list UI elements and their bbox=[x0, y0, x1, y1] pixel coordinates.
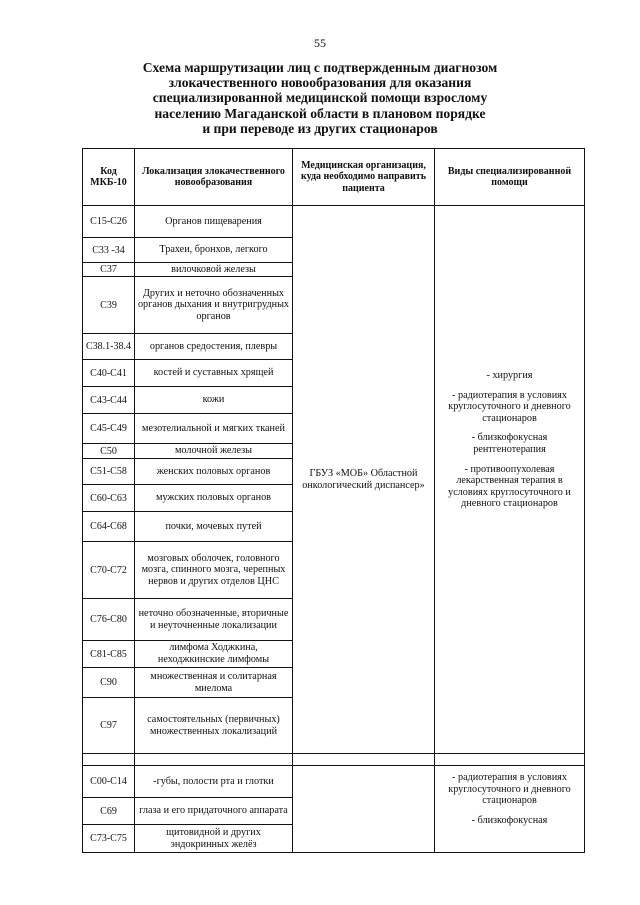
header-code: Код МКБ-10 bbox=[83, 149, 135, 206]
localization-cell: органов средостения, плевры bbox=[135, 334, 293, 360]
localization-cell: почки, мочевых путей bbox=[135, 512, 293, 542]
care-item: - противоопухолевая лекарственная терапия в условиях круглосуточного и дневного стационаров bbox=[448, 463, 571, 510]
table-header-row bbox=[83, 149, 585, 206]
icd-code-cell: С76-С80 bbox=[83, 599, 135, 641]
icd-code-cell: С70-С72 bbox=[83, 542, 135, 599]
localization-cell: женских половых органов bbox=[135, 459, 293, 485]
localization-cell: мужских половых органов bbox=[135, 485, 293, 512]
header-organization: Медицинская организация, куда необходимо направить пациента bbox=[293, 149, 435, 206]
localization-cell: мозговых оболочек, головного мозга, спинного мозга, черепных нервов и других отделов ЦНС bbox=[135, 542, 293, 599]
localization-cell: лимфома Ходжкина, неходжкинские лимфомы bbox=[135, 641, 293, 668]
icd-code-cell: С00-С14 bbox=[83, 766, 135, 798]
localization-cell: кожи bbox=[135, 387, 293, 414]
care-item: - радиотерапия в условиях круглосуточного и дневного стационаров bbox=[448, 772, 571, 807]
organization-cell-empty bbox=[293, 766, 435, 853]
localization-cell: неточно обозначенные, вторичные и неуточненные локализации bbox=[135, 599, 293, 641]
care-types-cell bbox=[435, 206, 585, 754]
icd-code-cell: С45-С49 bbox=[83, 414, 135, 444]
icd-code-cell: С69 bbox=[83, 798, 135, 825]
title-line: и при переводе из других стационаров bbox=[202, 120, 438, 136]
icd-code-cell: С33 -34 bbox=[83, 238, 135, 263]
care-types-cell bbox=[435, 766, 585, 853]
localization-cell: Других и неточно обозначенных органов дыхания и внутригрудных органов bbox=[135, 277, 293, 334]
icd-code-cell: С40-С41 bbox=[83, 360, 135, 387]
localization-cell: Органов пищеварения bbox=[135, 206, 293, 238]
header-care: Виды специализированной помощи bbox=[435, 149, 585, 206]
icd-code-cell: С90 bbox=[83, 668, 135, 698]
icd-code-cell: С37 bbox=[83, 263, 135, 277]
icd-code-cell: С38.1-38.4 bbox=[83, 334, 135, 360]
icd-code-cell: С50 bbox=[83, 444, 135, 459]
empty-cell bbox=[135, 754, 293, 766]
localization-cell: вилочковой железы bbox=[135, 263, 293, 277]
icd-code-cell: С15-С26 bbox=[83, 206, 135, 238]
localization-cell: Трахеи, бронхов, легкого bbox=[135, 238, 293, 263]
table-row bbox=[83, 766, 585, 798]
empty-cell bbox=[83, 754, 135, 766]
localization-cell: глаза и его придаточного аппарата bbox=[135, 798, 293, 825]
icd-code-cell: С81-С85 bbox=[83, 641, 135, 668]
icd-code-cell: С64-С68 bbox=[83, 512, 135, 542]
title-line: злокачественного новообразования для оказания bbox=[168, 75, 472, 91]
icd-code-cell: С39 bbox=[83, 277, 135, 334]
localization-cell: молочной железы bbox=[135, 444, 293, 459]
icd-code-cell: С51-С58 bbox=[83, 459, 135, 485]
spacer-row bbox=[83, 754, 585, 766]
care-item: - радиотерапия в условиях круглосуточного и дневного стационаров bbox=[448, 389, 571, 424]
localization-cell: щитовидной и других эндокринных желёз bbox=[135, 825, 293, 853]
page-number: 55 bbox=[314, 36, 326, 50]
header-localization: Локализация злокачественного новообразования bbox=[135, 149, 293, 206]
empty-cell bbox=[435, 754, 585, 766]
localization-cell: мезотелиальной и мягких тканей bbox=[135, 414, 293, 444]
title-line: населению Магаданской области в плановом порядке bbox=[154, 105, 486, 121]
icd-code-cell: С43-С44 bbox=[83, 387, 135, 414]
care-item: - близкофокусная рентгенотерапия bbox=[471, 432, 548, 455]
icd-code-cell: С97 bbox=[83, 698, 135, 754]
localization-cell: костей и суставных хрящей bbox=[135, 360, 293, 387]
page-title bbox=[100, 60, 540, 136]
care-item: - близкофокусная bbox=[471, 814, 548, 826]
title-line: специализированной медицинской помощи взрослому bbox=[152, 90, 488, 106]
care-item: - хирургия bbox=[486, 370, 533, 381]
localization-cell: -губы, полости рта и глотки bbox=[135, 766, 293, 798]
table-row bbox=[83, 206, 585, 238]
localization-cell: множественная и солитарная миелома bbox=[135, 668, 293, 698]
localization-cell: самостоятельных (первичных) множественных локализаций bbox=[135, 698, 293, 754]
organization-cell: ГБУЗ «МОБ» Областной онкологический диспансер» bbox=[293, 206, 435, 754]
icd-code-cell: С60-С63 bbox=[83, 485, 135, 512]
routing-table bbox=[82, 148, 585, 853]
icd-code-cell: С73-С75 bbox=[83, 825, 135, 853]
title-line: Схема маршрутизации лиц с подтвержденным диагнозом bbox=[142, 60, 498, 75]
empty-cell bbox=[293, 754, 435, 766]
table-body bbox=[83, 206, 585, 853]
